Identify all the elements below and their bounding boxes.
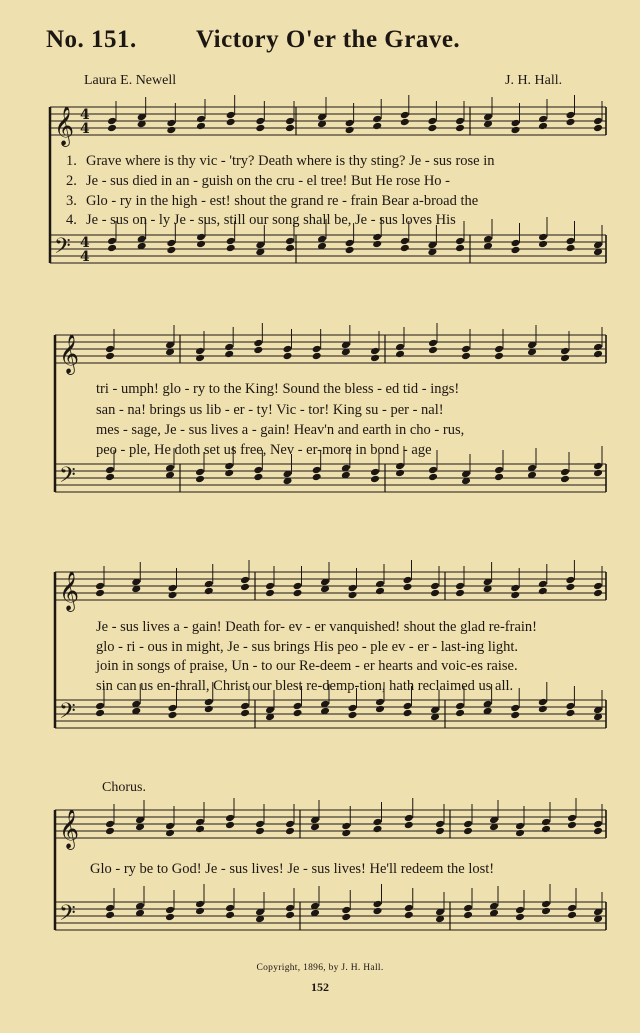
note-head (165, 906, 175, 915)
note-head (494, 466, 504, 475)
note-head (195, 475, 205, 484)
note-head (463, 911, 473, 920)
note-head (538, 240, 548, 249)
treble-clef-icon: 𝄞 (54, 106, 75, 146)
note-head (541, 907, 551, 916)
note-head (375, 705, 385, 714)
note-head (566, 244, 576, 253)
note-head (372, 115, 382, 124)
note-head (373, 818, 383, 827)
note-head (285, 244, 295, 253)
lyric-line: join in songs of praise, Un - to our Re-deem - er hearts and voic-es raise. (96, 658, 518, 674)
note-head (345, 119, 355, 128)
time-signature: 4 (80, 249, 90, 265)
note-head (435, 827, 445, 836)
note-head (105, 473, 115, 482)
note-head (195, 825, 205, 834)
note-head (293, 582, 303, 591)
note-head (567, 911, 577, 920)
note-head (593, 117, 603, 126)
note-head (375, 580, 385, 589)
note-head (348, 591, 358, 600)
note-head (565, 709, 575, 718)
note-head (560, 475, 570, 484)
note-head (195, 900, 205, 909)
note-head (404, 904, 414, 913)
note-head (341, 906, 351, 915)
note-head (455, 582, 465, 591)
note-head (430, 589, 440, 598)
note-head (166, 239, 176, 248)
note-head (341, 829, 351, 838)
note-head (240, 702, 250, 711)
treble-clef-icon: 𝄞 (59, 571, 80, 611)
note-head (428, 473, 438, 482)
lyric-line: peo - ple, He doth set us free, Nev - er-more in bond - age (96, 442, 432, 458)
lyric-line: mes - sage, Je - sus lives a - gain! Heav'n and earth in cho - rus, (96, 422, 465, 438)
chorus-label: Chorus. (102, 780, 146, 795)
note-head (204, 587, 214, 596)
note-head (435, 820, 445, 829)
note-head (455, 237, 465, 246)
note-head (560, 468, 570, 477)
note-head (225, 904, 235, 913)
note-head (166, 126, 176, 135)
note-head (293, 589, 303, 598)
lyric-line: san - na! brings us lib - er - ty! Vic - tor! King su - per - nal! (96, 402, 444, 418)
note-head (168, 591, 178, 600)
note-head (515, 913, 525, 922)
lyric-line: 1. Grave where is thy vic - 'try? Death where is thy sting? Je - sus rose in (66, 153, 495, 169)
note-head (510, 591, 520, 600)
note-head (395, 343, 405, 352)
note-head (312, 352, 322, 361)
note-head (224, 469, 234, 478)
note-head (293, 709, 303, 718)
note-head (348, 704, 358, 713)
note-head (312, 345, 322, 354)
note-head (538, 122, 548, 131)
note-head (395, 462, 405, 471)
note-head (427, 117, 437, 126)
time-signature: 4 (80, 235, 90, 251)
lyric-line: Je - sus lives a - gain! Death for- ev - er vanquished! shout the glad re-frain! (96, 619, 537, 635)
note-head (255, 124, 265, 133)
note-head (345, 246, 355, 255)
note-head (455, 709, 465, 718)
note-head (400, 244, 410, 253)
note-head (372, 122, 382, 131)
note-head (403, 583, 413, 592)
note-head (196, 115, 206, 124)
note-head (240, 583, 250, 592)
time-signature: 4 (80, 121, 90, 137)
note-head (370, 347, 380, 356)
note-head (566, 111, 576, 120)
note-head (370, 468, 380, 477)
lyric-line: 3. Glo - ry in the high - est! shout the grand re - frain Bear a-broad the (66, 193, 479, 209)
note-head (204, 580, 214, 589)
note-head (225, 911, 235, 920)
note-head (404, 911, 414, 920)
note-head (195, 818, 205, 827)
note-head (494, 345, 504, 354)
note-head (461, 345, 471, 354)
note-head (285, 827, 295, 836)
note-head (400, 111, 410, 120)
note-head (455, 702, 465, 711)
note-head (168, 704, 178, 713)
note-head (285, 820, 295, 829)
note-head (225, 814, 235, 823)
note-head (105, 904, 115, 913)
note-head (196, 122, 206, 131)
hymn-title: Victory O'er the Grave. (196, 26, 461, 53)
lyric-line: 2. Je - sus died in an - guish on the cru - el tree! But He rose Ho - (66, 173, 451, 189)
note-head (403, 576, 413, 585)
note-head (224, 343, 234, 352)
note-head (515, 906, 525, 915)
note-head (395, 350, 405, 359)
note-head (224, 462, 234, 471)
note-head (567, 821, 577, 830)
note-head (196, 233, 206, 242)
lyric-line: tri - umph! glo - ry to the King! Sound the bless - ed tid - ings! (96, 381, 460, 397)
copyright-notice: Copyright, 1896, by J. H. Hall. (256, 963, 384, 973)
note-head (515, 822, 525, 831)
note-head (593, 589, 603, 598)
note-head (107, 237, 117, 246)
note-head (341, 822, 351, 831)
note-head (463, 827, 473, 836)
note-head (565, 576, 575, 585)
note-head (373, 907, 383, 916)
note-head (341, 913, 351, 922)
note-head (168, 711, 178, 720)
note-head (428, 346, 438, 355)
note-head (204, 705, 214, 714)
note-head (107, 244, 117, 253)
lyric-line: glo - ri - ous in might, Je - sus brings His peo - ple ev - er - last-ing light. (96, 639, 519, 655)
note-head (195, 907, 205, 916)
note-head (511, 119, 521, 128)
note-head (285, 904, 295, 913)
note-head (253, 339, 263, 348)
note-head (253, 473, 263, 482)
note-head (165, 822, 175, 831)
note-head (283, 352, 293, 361)
treble-clef-icon: 𝄞 (59, 334, 80, 374)
note-head (593, 462, 603, 471)
note-head (538, 698, 548, 707)
note-head (403, 709, 413, 718)
note-head (165, 829, 175, 838)
note-head (511, 126, 521, 135)
lyric-line: Glo - ry be to God! Je - sus lives! Je - sus lives! He'll redeem the lost! (90, 861, 495, 877)
note-head (538, 580, 548, 589)
bass-clef-icon: 𝄢 (59, 901, 76, 931)
note-head (593, 124, 603, 133)
note-head (541, 900, 551, 909)
note-head (240, 576, 250, 585)
note-head (463, 820, 473, 829)
note-head (95, 589, 105, 598)
note-head (253, 346, 263, 355)
note-head (105, 827, 115, 836)
note-head (404, 814, 414, 823)
note-head (226, 237, 236, 246)
note-head (348, 711, 358, 720)
note-head (428, 466, 438, 475)
note-head (312, 466, 322, 475)
note-head (195, 354, 205, 363)
note-head (240, 709, 250, 718)
note-head (107, 124, 117, 133)
note-head (455, 124, 465, 133)
note-head (373, 825, 383, 834)
note-head (373, 900, 383, 909)
note-head (195, 468, 205, 477)
note-head (105, 911, 115, 920)
note-head (455, 117, 465, 126)
note-head (95, 582, 105, 591)
note-head (255, 117, 265, 126)
note-head (372, 233, 382, 242)
note-head (345, 239, 355, 248)
note-head (400, 118, 410, 127)
note-head (293, 702, 303, 711)
note-head (538, 705, 548, 714)
note-head (95, 702, 105, 711)
note-head (225, 821, 235, 830)
note-head (105, 345, 115, 354)
note-head (461, 352, 471, 361)
note-head (348, 584, 358, 593)
note-head (375, 698, 385, 707)
note-head (107, 117, 117, 126)
note-head (370, 354, 380, 363)
note-head (165, 913, 175, 922)
note-head (226, 118, 236, 127)
note-head (285, 237, 295, 246)
note-head (255, 820, 265, 829)
note-head (226, 111, 236, 120)
note-head (494, 473, 504, 482)
lyric-line: sin can us en-thrall, Christ our blest re-demp-tion, hath reclaimed us all. (96, 678, 514, 694)
note-head (593, 827, 603, 836)
composer-credit: J. H. Hall. (505, 73, 563, 88)
note-head (515, 829, 525, 838)
note-head (404, 821, 414, 830)
page-number: 152 (311, 980, 329, 994)
note-head (511, 239, 521, 248)
note-head (195, 347, 205, 356)
note-head (567, 904, 577, 913)
note-head (541, 825, 551, 834)
note-head (565, 583, 575, 592)
note-head (455, 589, 465, 598)
note-head (196, 240, 206, 249)
note-head (566, 237, 576, 246)
note-head (204, 698, 214, 707)
note-head (430, 582, 440, 591)
note-head (593, 582, 603, 591)
note-head (593, 820, 603, 829)
note-head (538, 115, 548, 124)
note-head (403, 702, 413, 711)
note-head (395, 469, 405, 478)
note-head (566, 118, 576, 127)
note-head (312, 473, 322, 482)
note-head (494, 352, 504, 361)
hymn-number: No. 151. (46, 26, 137, 53)
note-head (510, 704, 520, 713)
note-head (265, 589, 275, 598)
note-head (285, 911, 295, 920)
note-head (168, 584, 178, 593)
note-head (427, 124, 437, 133)
note-head (593, 343, 603, 352)
note-head (510, 584, 520, 593)
note-head (375, 587, 385, 596)
note-head (105, 820, 115, 829)
bass-clef-icon: 𝄢 (54, 234, 71, 264)
note-head (455, 244, 465, 253)
note-head (285, 124, 295, 133)
note-head (166, 246, 176, 255)
lyric-line: 4. Je - sus on - ly Je - sus, still our song shall be, Je - sus loves His (66, 212, 456, 228)
treble-clef-icon: 𝄞 (59, 809, 80, 849)
note-head (372, 240, 382, 249)
note-head (560, 354, 570, 363)
time-signature: 4 (80, 107, 90, 123)
note-head (567, 814, 577, 823)
note-head (285, 117, 295, 126)
note-head (253, 466, 263, 475)
note-head (428, 339, 438, 348)
note-head (593, 350, 603, 359)
note-head (538, 233, 548, 242)
note-head (166, 119, 176, 128)
note-head (345, 126, 355, 135)
note-head (510, 711, 520, 720)
bass-clef-icon: 𝄢 (59, 463, 76, 493)
note-head (400, 237, 410, 246)
note-head (283, 345, 293, 354)
note-head (463, 904, 473, 913)
note-head (511, 246, 521, 255)
note-head (538, 587, 548, 596)
lyricist-credit: Laura E. Newell (84, 73, 177, 88)
note-head (224, 350, 234, 359)
note-head (370, 475, 380, 484)
note-head (565, 702, 575, 711)
note-head (541, 818, 551, 827)
note-head (95, 709, 105, 718)
note-head (255, 827, 265, 836)
note-head (226, 244, 236, 253)
note-head (105, 466, 115, 475)
note-head (593, 469, 603, 478)
note-head (265, 582, 275, 591)
note-head (105, 352, 115, 361)
note-head (560, 347, 570, 356)
bass-clef-icon: 𝄢 (59, 699, 76, 729)
